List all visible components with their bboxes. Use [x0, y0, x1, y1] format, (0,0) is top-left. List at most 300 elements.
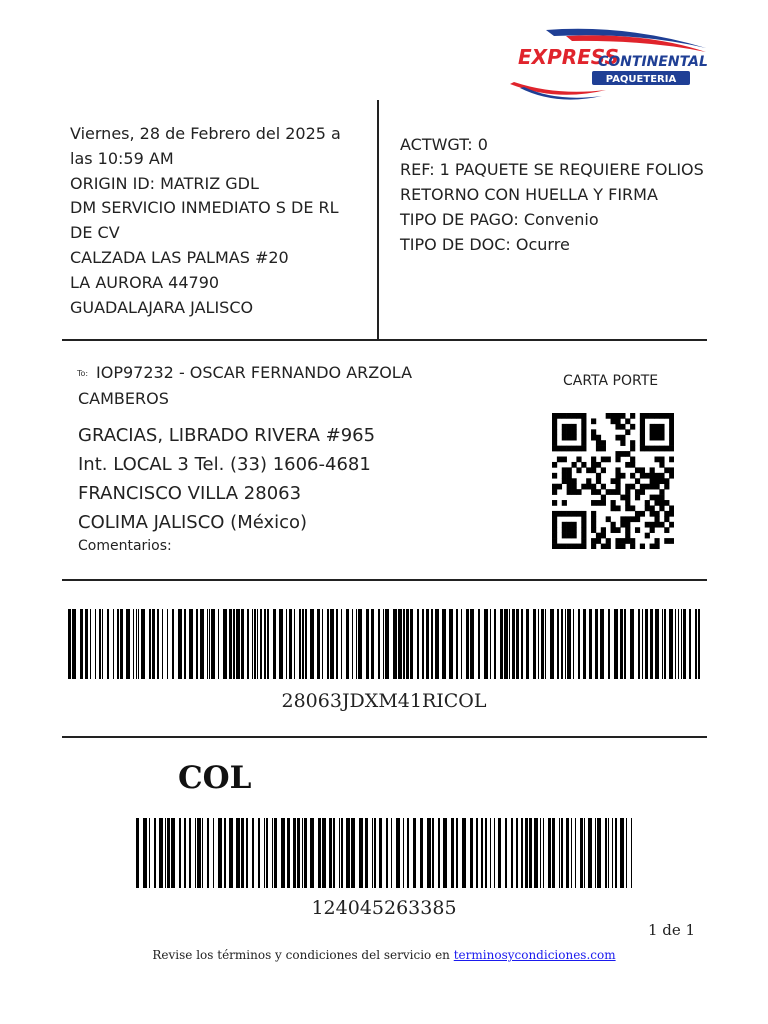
barcode-bar — [624, 609, 626, 679]
qr-module — [552, 533, 557, 539]
barcode-bar — [236, 609, 240, 679]
barcode-bar — [435, 609, 439, 679]
qr-module — [664, 500, 669, 506]
qr-module — [625, 429, 630, 435]
barcode-bar — [72, 609, 76, 679]
qr-module — [567, 446, 572, 452]
qr-module — [635, 516, 640, 522]
barcode-bar — [378, 609, 380, 679]
qr-module — [650, 505, 655, 511]
qr-module — [669, 522, 674, 528]
barcode-bar — [218, 609, 219, 679]
barcode-bar — [597, 818, 601, 888]
qr-module — [557, 544, 562, 549]
qr-module — [620, 413, 625, 419]
barcode-bar — [565, 609, 566, 679]
barcode-bar — [189, 818, 191, 888]
divider-line-1 — [62, 339, 707, 341]
address-line: GRACIAS, LIBRADO RIVERA #965 — [78, 425, 376, 446]
qr-module — [630, 544, 635, 549]
qr-module — [576, 511, 581, 517]
barcode-bar — [438, 818, 440, 888]
qr-module — [581, 429, 586, 435]
qr-module — [650, 429, 655, 435]
qr-module — [562, 478, 567, 484]
barcode-bar — [365, 818, 368, 888]
barcode-bar — [516, 818, 518, 888]
barcode-bar — [578, 609, 580, 679]
qr-module — [654, 478, 659, 484]
barcode-bar — [589, 609, 592, 679]
shipment-info-block — [400, 132, 720, 257]
barcode-bar — [543, 818, 544, 888]
barcode-bar — [260, 609, 262, 679]
qr-module — [557, 457, 562, 463]
barcode-bar — [540, 818, 541, 888]
barcode-bar — [254, 609, 256, 679]
qr-module — [557, 484, 562, 490]
qr-module — [630, 424, 635, 430]
barcode-bar — [664, 609, 666, 679]
barcode-bar — [310, 609, 314, 679]
barcode-bar — [583, 609, 586, 679]
qr-module — [591, 527, 596, 533]
qr-module — [606, 516, 611, 522]
qr-module — [659, 462, 664, 468]
qr-module — [601, 484, 606, 490]
qr-module — [581, 522, 586, 528]
qr-module — [567, 527, 572, 533]
recipient-name: IOP97232 - OSCAR FERNANDO ARZOLA CAMBEROS — [78, 363, 413, 408]
barcode-bar — [614, 609, 618, 679]
qr-module — [664, 527, 669, 533]
sender-line: CALZADA LAS PALMAS #20 — [70, 247, 289, 267]
qr-module — [576, 446, 581, 452]
barcode-bar — [650, 609, 653, 679]
barcode-bar — [443, 818, 447, 888]
qr-module — [562, 457, 567, 463]
qr-module — [572, 435, 577, 441]
barcode-bar — [80, 609, 83, 679]
qr-module — [650, 544, 655, 549]
qr-module — [659, 457, 664, 463]
qr-module — [645, 505, 650, 511]
barcode-bar — [302, 609, 304, 679]
qr-module — [581, 533, 586, 539]
qr-module — [572, 446, 577, 452]
barcode-bar — [403, 609, 405, 679]
barcode-bar — [318, 818, 321, 888]
barcode-bar — [484, 609, 488, 679]
barcode-bar — [224, 818, 226, 888]
barcode-bar — [341, 818, 343, 888]
qr-module — [572, 522, 577, 528]
barcode-bar — [470, 818, 473, 888]
barcode-bar — [171, 818, 175, 888]
sender-block — [70, 122, 370, 320]
barcode-bar — [638, 609, 640, 679]
qr-module — [620, 495, 625, 501]
qr-module — [596, 538, 601, 544]
qr-module — [625, 418, 630, 424]
qr-module — [572, 489, 577, 495]
barcode-bar — [136, 609, 137, 679]
qr-module — [669, 467, 674, 473]
comments-label: Comentarios: — [78, 538, 172, 554]
qr-module — [581, 516, 586, 522]
qr-module — [596, 446, 601, 452]
qr-module — [581, 446, 586, 452]
qr-module — [615, 478, 620, 484]
barcode-bar — [431, 609, 433, 679]
qr-module — [630, 440, 635, 446]
qr-module — [552, 435, 557, 441]
qr-module — [562, 429, 567, 435]
qr-module — [615, 418, 620, 424]
qr-module — [552, 484, 557, 490]
barcode-bar — [566, 818, 569, 888]
qr-module — [611, 500, 616, 506]
qr-module — [664, 484, 669, 490]
barcode-bar — [631, 818, 632, 888]
logo-text-continental: CONTINENTAL — [598, 54, 708, 70]
barcode-bar — [167, 609, 168, 679]
barcode-bar — [413, 818, 416, 888]
qr-module — [591, 435, 596, 441]
qr-module — [669, 511, 674, 517]
barcode-bar — [274, 818, 277, 888]
qr-module — [669, 418, 674, 424]
qr-module — [615, 413, 620, 419]
qr-module — [606, 413, 611, 419]
barcode-bar — [612, 818, 613, 888]
barcode-bar — [494, 609, 496, 679]
barcode-bar — [346, 609, 349, 679]
sender-line: DE CV — [70, 223, 120, 243]
qr-module — [645, 413, 650, 419]
barcode-bar — [252, 818, 254, 888]
qr-module — [659, 495, 664, 501]
qr-module — [625, 462, 630, 468]
qr-module — [615, 424, 620, 430]
footer-terms — [0, 948, 768, 962]
barcode-bar — [500, 609, 503, 679]
barcode-bar — [99, 609, 101, 679]
qr-module — [552, 500, 557, 506]
qr-module — [562, 533, 567, 539]
terms-link[interactable]: terminosycondiciones.com — [453, 948, 616, 962]
qr-module — [630, 516, 635, 522]
qr-module — [630, 462, 635, 468]
barcode-bar — [567, 609, 571, 679]
qr-module — [562, 473, 567, 479]
qr-module — [640, 473, 645, 479]
qr-code-graphic — [552, 413, 674, 549]
qr-module — [581, 435, 586, 441]
barcode-bar — [372, 818, 373, 888]
qr-module — [615, 544, 620, 549]
qr-module — [586, 484, 591, 490]
qr-module — [572, 478, 577, 484]
qr-module — [654, 538, 659, 544]
barcode-bar — [698, 609, 700, 679]
barcode-bar — [615, 818, 617, 888]
qr-module — [601, 467, 606, 473]
barcode-bar — [681, 609, 682, 679]
qr-module — [572, 511, 577, 517]
barcode-bar — [157, 609, 159, 679]
qr-module — [650, 435, 655, 441]
qr-module — [572, 462, 577, 468]
barcode-bar — [189, 609, 193, 679]
barcode-bar — [327, 609, 329, 679]
barcode-bar — [383, 609, 384, 679]
shipment-line: TIPO DE PAGO: Convenio — [400, 210, 599, 229]
barcode-bar — [420, 818, 423, 888]
barcode-bar — [352, 609, 353, 679]
qr-module — [552, 527, 557, 533]
barcode-bar — [422, 609, 424, 679]
qr-module — [581, 484, 586, 490]
qr-module — [567, 424, 572, 430]
barcode-bar — [417, 609, 419, 679]
qr-module — [650, 511, 655, 517]
barcode-bar — [456, 609, 458, 679]
barcode-bar — [426, 609, 429, 679]
barcode-bar — [642, 609, 643, 679]
qr-code — [552, 413, 674, 549]
qr-module — [552, 473, 557, 479]
barcode-bar — [293, 818, 296, 888]
qr-module — [552, 446, 557, 452]
barcode-bar — [358, 609, 362, 679]
qr-module — [650, 527, 655, 533]
barcode-bar — [571, 818, 572, 888]
qr-module — [601, 446, 606, 452]
address-line: COLIMA JALISCO (México) — [78, 512, 308, 533]
qr-module — [669, 413, 674, 419]
qr-module — [576, 457, 581, 463]
barcode-bar — [396, 818, 400, 888]
qr-module — [552, 424, 557, 430]
qr-module — [615, 451, 620, 457]
barcode-bar — [126, 609, 130, 679]
qr-module — [620, 544, 625, 549]
qr-module — [669, 429, 674, 435]
barcode-bar — [407, 818, 409, 888]
qr-module — [640, 413, 645, 419]
qr-module — [625, 516, 630, 522]
qr-module — [596, 462, 601, 468]
barcode-bar — [605, 818, 607, 888]
qr-module — [669, 440, 674, 446]
barcode-bar — [655, 609, 659, 679]
shipment-line: ACTWGT: 0 — [400, 135, 488, 154]
barcode-bar — [297, 818, 300, 888]
barcode-bar — [683, 609, 686, 679]
divider-line-3 — [62, 736, 707, 738]
qr-module — [567, 435, 572, 441]
barcode-bar — [133, 609, 134, 679]
barcode-bar — [346, 818, 350, 888]
qr-module — [552, 516, 557, 522]
barcode-bar — [159, 818, 163, 888]
barcode-bar — [218, 818, 222, 888]
qr-module — [557, 511, 562, 517]
qr-module — [591, 489, 596, 495]
qr-module — [659, 435, 664, 441]
barcode-bar — [645, 609, 648, 679]
qr-module — [567, 489, 572, 495]
qr-module — [645, 522, 650, 528]
qr-module — [625, 451, 630, 457]
barcode-bar — [252, 609, 253, 679]
qr-module — [659, 489, 664, 495]
barcode-bar — [485, 818, 487, 888]
barcode-bar — [521, 818, 523, 888]
barcode-bar — [294, 609, 295, 679]
barcode-bar — [695, 609, 697, 679]
qr-module — [659, 500, 664, 506]
barcode-bar — [305, 609, 307, 679]
qr-module — [630, 413, 635, 419]
barcode-bar — [68, 609, 71, 679]
barcode-bar — [267, 609, 269, 679]
barcode-bar — [246, 818, 248, 888]
express-continental-logo — [506, 26, 712, 106]
qr-module — [562, 435, 567, 441]
barcode-bar — [689, 609, 691, 679]
qr-module — [552, 544, 557, 549]
barcode-bar — [626, 818, 627, 888]
qr-module — [620, 522, 625, 528]
barcode-bar — [620, 818, 624, 888]
barcode-bar — [229, 818, 233, 888]
qr-module — [567, 511, 572, 517]
qr-module — [640, 435, 645, 441]
barcode-bar — [310, 818, 314, 888]
barcode-bar — [573, 609, 574, 679]
barcode-bar — [608, 609, 610, 679]
barcode-bar — [374, 818, 376, 888]
barcode-bar — [264, 818, 265, 888]
qr-module — [562, 446, 567, 452]
qr-module — [581, 511, 586, 517]
address-line: FRANCISCO VILLA 28063 — [78, 483, 302, 504]
qr-module — [611, 413, 616, 419]
barcode-bar — [329, 818, 332, 888]
qr-module — [567, 473, 572, 479]
barcode-bar — [476, 818, 478, 888]
barcode-bar — [149, 818, 150, 888]
qr-module — [669, 446, 674, 452]
qr-module — [572, 429, 577, 435]
barcode-bar — [557, 609, 559, 679]
qr-module — [640, 544, 645, 549]
qr-module — [669, 505, 674, 511]
qr-module — [650, 424, 655, 430]
barcode-bar — [333, 818, 335, 888]
barcode-bar — [200, 609, 204, 679]
qr-module — [611, 505, 616, 511]
qr-module — [615, 484, 620, 490]
barcode-bar — [273, 609, 276, 679]
shipment-line: RETORNO CON HUELLA Y FIRMA — [400, 185, 658, 204]
carta-porte-label: CARTA PORTE — [563, 373, 659, 389]
qr-module — [630, 473, 635, 479]
divider-line-2 — [62, 579, 707, 581]
qr-module — [606, 489, 611, 495]
qr-module — [630, 538, 635, 544]
barcode-bar — [533, 609, 536, 679]
barcode-bar — [196, 609, 198, 679]
barcode-bar — [410, 609, 413, 679]
barcode-bar — [490, 818, 491, 888]
qr-module — [620, 451, 625, 457]
qr-module — [562, 500, 567, 506]
qr-module — [650, 484, 655, 490]
qr-module — [615, 505, 620, 511]
barcode-bar — [154, 818, 156, 888]
qr-module — [572, 544, 577, 549]
barcode-bar — [178, 609, 182, 679]
barcode-bar — [322, 818, 326, 888]
barcode-bar — [299, 609, 301, 679]
qr-module — [567, 467, 572, 473]
barcode-bar — [371, 609, 374, 679]
barcode-bar — [561, 609, 563, 679]
qr-module — [625, 505, 630, 511]
qr-module — [659, 413, 664, 419]
barcode-bar — [233, 609, 235, 679]
qr-module — [645, 484, 650, 490]
qr-module — [635, 489, 640, 495]
barcode-bar — [287, 818, 290, 888]
qr-module — [654, 413, 659, 419]
barcode-bar — [211, 609, 215, 679]
barcode-bar — [481, 818, 483, 888]
qr-module — [591, 544, 596, 549]
barcode-bar — [461, 609, 462, 679]
barcode-bar — [172, 609, 174, 679]
qr-module — [650, 413, 655, 419]
qr-module — [567, 533, 572, 539]
qr-module — [552, 538, 557, 544]
barcode-bar — [675, 609, 676, 679]
qr-module — [552, 429, 557, 435]
barcode-bar — [117, 609, 119, 679]
qr-module — [611, 478, 616, 484]
qr-module — [669, 473, 674, 479]
sender-line: las 10:59 AM — [70, 148, 174, 168]
qr-module — [645, 446, 650, 452]
barcode-bar — [209, 609, 210, 679]
qr-module — [596, 435, 601, 441]
qr-module — [630, 505, 635, 511]
recipient-address — [78, 421, 375, 537]
qr-module — [576, 489, 581, 495]
barcode-bar — [393, 609, 397, 679]
barcode-bar — [241, 818, 244, 888]
tracking-number: 124045263385 — [311, 897, 457, 919]
qr-module — [562, 413, 567, 419]
qr-module — [645, 533, 650, 539]
barcode-bar — [391, 818, 392, 888]
barcode-bar — [545, 609, 546, 679]
qr-module — [640, 511, 645, 517]
qr-module — [581, 527, 586, 533]
barcode-bar — [588, 818, 592, 888]
